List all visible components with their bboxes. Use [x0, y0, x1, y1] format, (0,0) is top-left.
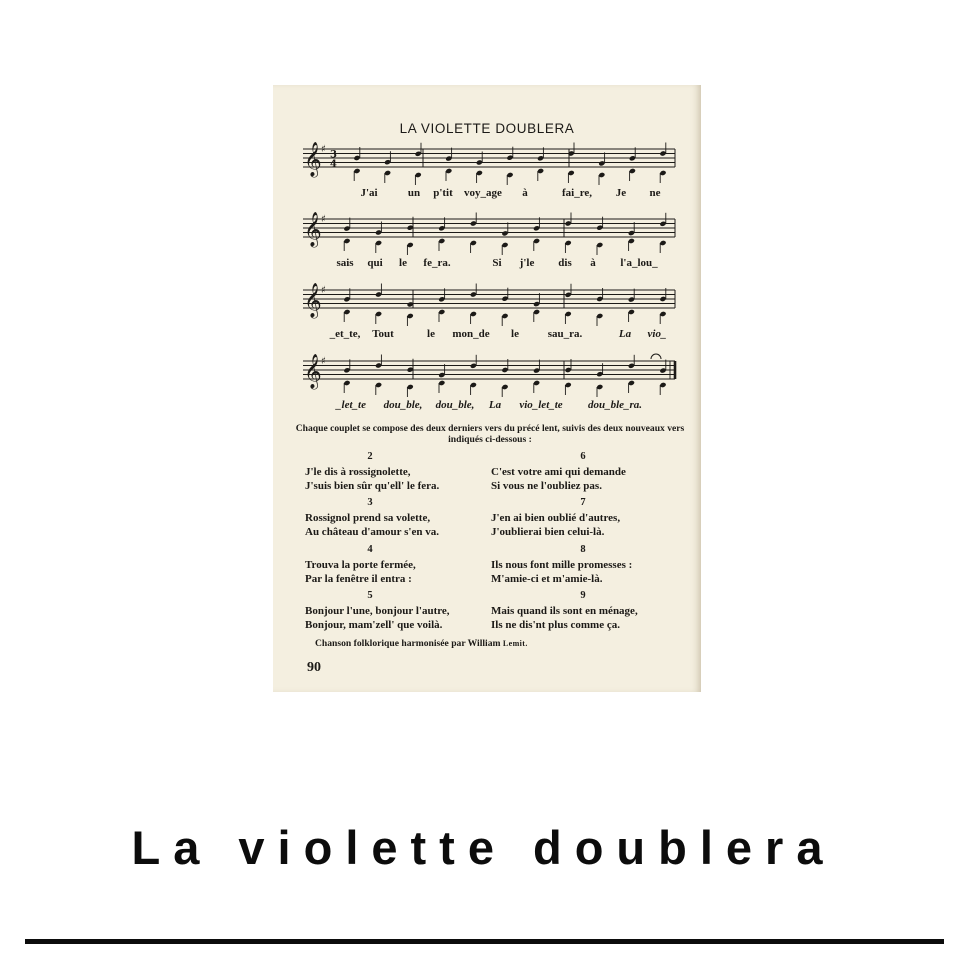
lyric-syllable: le: [427, 328, 435, 340]
verse-line: J'suis bien sûr qu'ell' le fera.: [305, 480, 440, 492]
verse-line: Au château d'amour s'en va.: [305, 526, 439, 538]
verse-number: 2: [367, 451, 373, 462]
verse-number: 9: [580, 590, 586, 601]
bottom-divider: [25, 939, 944, 944]
time-signature-icon: 3: [330, 149, 337, 161]
lyric-syllable: dis: [558, 257, 572, 269]
credit-name: Lemit.: [502, 639, 528, 648]
fermata-icon: [651, 354, 661, 359]
lyric-syllable: La: [618, 328, 632, 340]
verse-line: Rossignol prend sa volette,: [305, 512, 431, 524]
lyric-syllable: sais: [336, 257, 354, 269]
treble-clef-icon: 𝄞: [304, 283, 322, 318]
lyric-syllable: Tout: [372, 328, 394, 340]
verse-line: J'oublierai bien celui-là.: [491, 526, 605, 538]
lyric-syllable: qui: [367, 257, 383, 269]
verse-line: Trouva la porte fermée,: [305, 559, 416, 571]
song-page-scan: [273, 85, 701, 692]
verse-line: Ils ne dis'nt plus comme ça.: [491, 619, 620, 631]
verse-line: Ils nous font mille promesses :: [491, 559, 633, 571]
treble-clef-icon: 𝄞: [304, 212, 322, 247]
verse-number: 6: [580, 451, 586, 462]
staff-system-2: [303, 211, 679, 269]
staff-system-3: [303, 282, 679, 340]
lyric-syllable: le: [511, 328, 519, 340]
treble-clef-icon: 𝄞: [304, 142, 322, 177]
sharp-icon: ♯: [321, 144, 326, 155]
lyric-syllable: le: [399, 257, 407, 269]
lyric-syllable: un: [407, 187, 421, 199]
verse-line: Bonjour l'une, bonjour l'autre,: [305, 605, 450, 617]
lyric-syllable: p'tit: [433, 187, 453, 199]
sharp-icon: ♯: [321, 285, 326, 296]
lyric-syllable: sau_ra.: [547, 328, 583, 340]
verse-number: 7: [580, 497, 586, 508]
verse-line: J'en ai bien oublié d'autres,: [491, 512, 621, 524]
verse-line: J'le dis à rossignolette,: [305, 466, 411, 478]
staff-system-4: [303, 353, 679, 411]
verse-number: 4: [367, 544, 373, 555]
lyric-syllable: Je: [615, 187, 627, 199]
staff-system-1: [303, 141, 679, 199]
lyric-syllable: mon_de: [452, 328, 490, 340]
lyric-syllable: dou_ble,: [435, 399, 475, 411]
lyric-syllable: La: [488, 399, 502, 411]
verse-line: Mais quand ils sont en ménage,: [491, 605, 638, 617]
lyric-syllable: J'ai: [360, 187, 378, 199]
verse-line: M'amie-ci et m'amie-là.: [491, 573, 603, 585]
verse-number: 5: [367, 590, 373, 601]
verse-line: Si vous ne l'oubliez pas.: [491, 480, 602, 492]
sharp-icon: ♯: [321, 214, 326, 225]
lyric-syllable: à: [590, 257, 596, 269]
lyric-line-3: [303, 328, 679, 344]
verse-line: Bonjour, mam'zell' que voilà.: [305, 619, 443, 631]
sharp-icon: ♯: [321, 356, 326, 367]
page-number: 90: [307, 660, 321, 675]
lyric-syllable: dou_ble_ra.: [587, 399, 643, 411]
lyric-syllable: à: [522, 187, 528, 199]
lyric-line-4: [303, 399, 679, 415]
verse-number: 3: [367, 497, 373, 508]
lyric-syllable: dou_ble,: [383, 399, 423, 411]
time-signature-icon: 4: [330, 159, 337, 170]
verse-line: C'est votre ami qui demande: [491, 466, 626, 478]
lyric-syllable: _let_te: [336, 399, 366, 411]
credit-text: Chanson folklorique harmonisée par William: [315, 638, 501, 649]
lyric-syllable: Si: [492, 257, 502, 269]
verse-number: 8: [580, 544, 586, 555]
arranger-credit: [315, 638, 528, 649]
lyric-syllable: vio_: [647, 328, 667, 340]
score-title: LA VIOLETTE DOUBLERA: [399, 121, 575, 136]
lyric-syllable: voy_age: [464, 187, 502, 199]
treble-clef-icon: 𝄞: [304, 354, 322, 389]
verse-line: Par la fenêtre il entra :: [305, 573, 412, 585]
verse-instructions: Chaque couplet se compose des deux derniers vers du précé lent, suivis des deux nouveaux vers indiqués ci-dessous :: [295, 423, 685, 445]
lyric-line-2: [303, 257, 679, 273]
lyric-syllable: _et_te,: [329, 328, 361, 340]
lyric-syllable: j'le: [519, 257, 535, 269]
lyric-syllable: fe_ra.: [423, 257, 451, 269]
lyric-syllable: l'a_lou_: [620, 257, 658, 269]
lyric-line-1: [303, 187, 679, 203]
lyric-syllable: ne: [649, 187, 661, 199]
lyric-syllable: vio_let_te: [519, 399, 563, 411]
caption-title: La violette doublera: [131, 821, 836, 874]
lyric-syllable: fai_re,: [561, 187, 593, 199]
